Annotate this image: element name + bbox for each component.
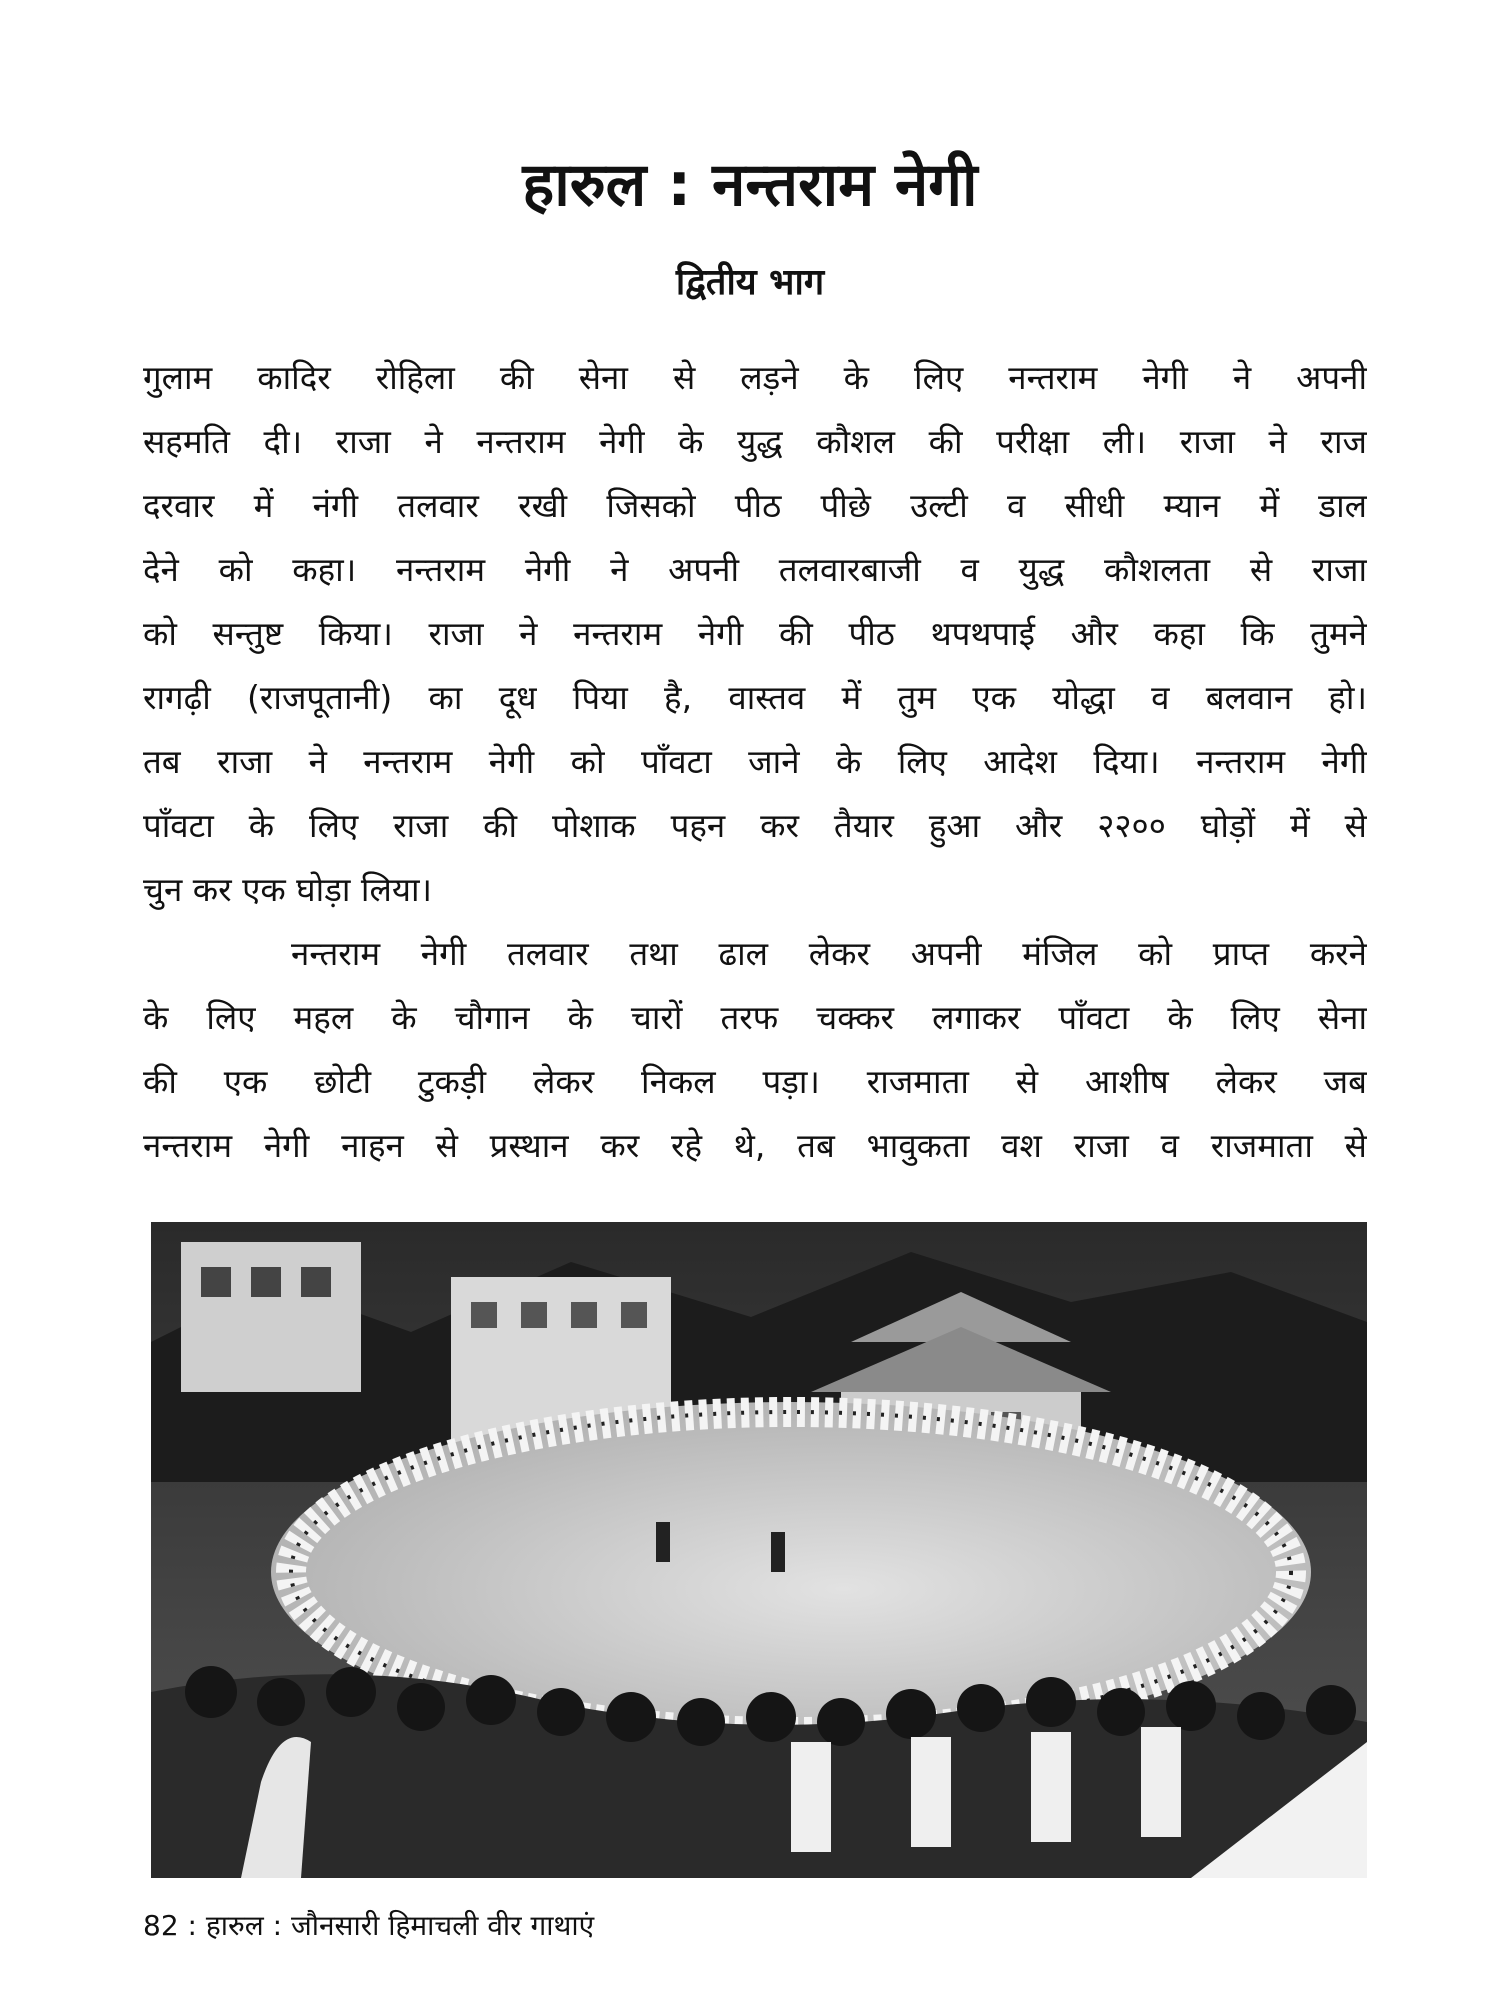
text-line: को सन्तुष्ट किया। राजा ने नन्तराम नेगी की पीठ थपथपाई और कहा कि तुमने xyxy=(143,614,1367,653)
section-subtitle: द्वितीय भाग xyxy=(675,262,825,303)
text-line: की एक छोटी टुकड़ी लेकर निकल पड़ा। राजमाता से आशीष लेकर जब xyxy=(143,1062,1367,1101)
text-line: के लिए महल के चौगान के चारों तरफ चक्कर लगाकर पाँवटा के लिए सेना xyxy=(143,998,1367,1037)
text-line: सहमति दी। राजा ने नन्तराम नेगी के युद्ध कौशल की परीक्षा ली। राजा ने राज xyxy=(143,422,1367,461)
paragraph-1 xyxy=(143,346,1367,922)
page-title: हारुल : नन्तराम नेगी xyxy=(522,150,978,220)
text-line: पाँवटा के लिए राजा की पोशाक पहन कर तैयार हुआ और २२०० घोड़ों में से xyxy=(143,806,1367,845)
page-footer: 82 : हारुल : जौनसारी हिमाचली वीर गाथाएं xyxy=(143,1909,595,1942)
festival-dance-photo xyxy=(151,1222,1367,1878)
paragraph-2 xyxy=(143,922,1367,1178)
photo-illustration xyxy=(151,1222,1367,1878)
text-line: नन्तराम नेगी तलवार तथा ढाल लेकर अपनी मंजिल को प्राप्त करने xyxy=(291,934,1367,973)
text-line: नन्तराम नेगी नाहन से प्रस्थान कर रहे थे, तब भावुकता वश राजा व राजमाता से xyxy=(143,1126,1367,1165)
text-line: रागढ़ी (राजपूतानी) का दूध पिया है, वास्तव में तुम एक योद्धा व बलवान हो। xyxy=(143,678,1367,717)
text-line: तब राजा ने नन्तराम नेगी को पाँवटा जाने के लिए आदेश दिया। नन्तराम नेगी xyxy=(143,742,1367,781)
body-text xyxy=(143,346,1367,1178)
text-line: देने को कहा। नन्तराम नेगी ने अपनी तलवारबाजी व युद्ध कौशलता से राजा xyxy=(143,550,1367,589)
text-line: दरवार में नंगी तलवार रखी जिसको पीठ पीछे उल्टी व सीधी म्यान में डाल xyxy=(143,486,1367,525)
text-line: चुन कर एक घोड़ा लिया। xyxy=(143,870,433,909)
text-line: गुलाम कादिर रोहिला की सेना से लड़ने के लिए नन्तराम नेगी ने अपनी xyxy=(143,358,1367,397)
